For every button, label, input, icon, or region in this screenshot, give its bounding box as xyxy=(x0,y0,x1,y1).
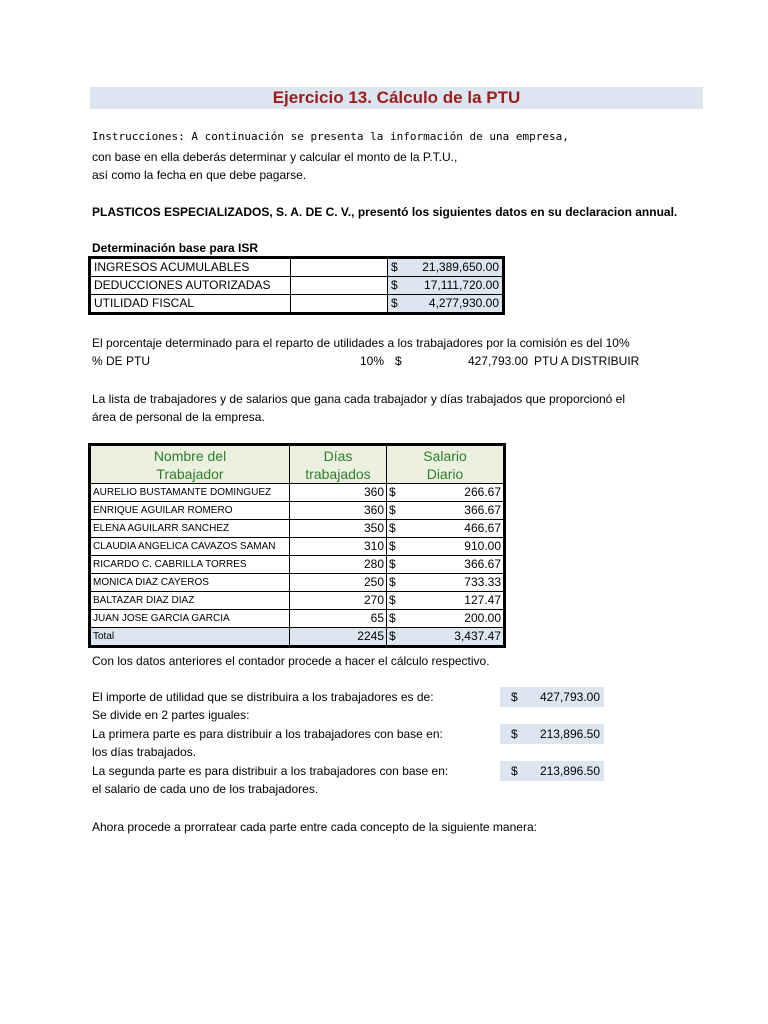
worker-currency: $ xyxy=(387,520,406,538)
isr-currency: $ xyxy=(388,259,407,277)
distribution-line-6: el salario de cada uno de los trabajadores. xyxy=(92,782,319,796)
ptu-label: % DE PTU xyxy=(92,354,151,368)
isr-label: INGRESOS ACUMULABLES xyxy=(91,259,291,277)
ptu-statement: El porcentaje determinado para el reparto de utilidades a los trabajadores por la comisión es del 10% xyxy=(92,336,630,350)
header-days-line-1: Días xyxy=(323,447,353,464)
workers-table xyxy=(90,445,504,646)
worker-salary: 366.67 xyxy=(405,502,504,520)
worker-currency: $ xyxy=(387,502,406,520)
amount-3-currency: $ xyxy=(511,764,518,778)
total-salary: 3,437.47 xyxy=(405,628,504,646)
worker-name: ELENA AGUILARR SANCHEZ xyxy=(91,520,290,538)
isr-label: DEDUCCIONES AUTORIZADAS xyxy=(91,277,291,295)
amount-2-currency: $ xyxy=(511,727,518,741)
worker-days: 280 xyxy=(290,556,387,574)
header-days xyxy=(290,446,387,484)
table-row xyxy=(91,538,504,556)
worker-name: ENRIQUE AGUILAR ROMERO xyxy=(91,502,290,520)
isr-currency: $ xyxy=(388,277,407,295)
worker-days: 350 xyxy=(290,520,387,538)
distribution-line-3: La primera parte es para distribuir a los trabajadores con base en: xyxy=(92,727,443,741)
table-row xyxy=(91,502,504,520)
header-days-line-2: trabajados xyxy=(305,465,371,482)
total-row xyxy=(91,628,504,646)
distribution-line-1: El importe de utilidad que se distribuira a los trabajadores es de: xyxy=(92,690,434,704)
worker-currency: $ xyxy=(387,574,406,592)
isr-empty-cell xyxy=(291,259,388,277)
ptu-percent: 10% xyxy=(360,354,385,368)
workers-intro-line-1: La lista de trabajadores y de salarios que gana cada trabajador y días trabajados que proporcionó el xyxy=(92,392,626,406)
total-days: 2245 xyxy=(290,628,387,646)
distribution-line-5: La segunda parte es para distribuir a los trabajadores con base en: xyxy=(92,764,449,778)
isr-table xyxy=(90,258,503,313)
isr-amount: 17,111,720.00 xyxy=(406,277,503,295)
workers-header-row xyxy=(91,446,504,484)
header-salary-line-1: Salario xyxy=(423,447,467,464)
worker-currency: $ xyxy=(387,556,406,574)
distribution-line-4: los días trabajados. xyxy=(92,745,197,759)
worker-days: 310 xyxy=(290,538,387,556)
instructions-line-3: así como la fecha en que debe pagarse. xyxy=(92,168,307,182)
table-row xyxy=(91,574,504,592)
isr-row xyxy=(91,295,503,313)
closing-text: Ahora procede a prorratear cada parte entre cada concepto de la siguiente manera: xyxy=(92,820,537,834)
header-salary-line-2: Diario xyxy=(426,465,464,482)
instructions-line-1: Instrucciones: A continuación se presenta la información de una empresa, xyxy=(92,130,569,143)
ptu-currency: $ xyxy=(395,354,402,368)
worker-currency: $ xyxy=(387,484,406,502)
worker-salary: 127.47 xyxy=(405,592,504,610)
page-title: Ejercicio 13. Cálculo de la PTU xyxy=(272,88,521,107)
table-row xyxy=(91,592,504,610)
worker-days: 360 xyxy=(290,502,387,520)
worker-salary: 200.00 xyxy=(405,610,504,628)
table-row xyxy=(91,556,504,574)
worker-name: MONICA DIAZ CAYEROS xyxy=(91,574,290,592)
worker-currency: $ xyxy=(387,610,406,628)
ptu-suffix: PTU A DISTRIBUIR xyxy=(534,354,640,368)
isr-amount: 21,389,650.00 xyxy=(406,259,503,277)
amount-3: 213,896.50 xyxy=(539,764,600,778)
worker-salary: 910.00 xyxy=(405,538,504,556)
table-row xyxy=(91,520,504,538)
amount-2: 213,896.50 xyxy=(539,727,600,741)
amount-1: 427,793.00 xyxy=(539,690,600,704)
header-name xyxy=(91,446,290,484)
worker-name: CLAUDIA ANGELICA CAVAZOS SAMAN xyxy=(91,538,290,556)
worker-name: BALTAZAR DIAZ DIAZ xyxy=(91,592,290,610)
ptu-amount: 427,793.00 xyxy=(467,354,528,368)
instructions-line-2: con base en ella deberás determinar y calcular el monto de la P.T.U., xyxy=(92,150,458,164)
distribution-line-2: Se divide en 2 partes iguales: xyxy=(92,708,250,722)
worker-name: RICARDO C. CABRILLA TORRES xyxy=(91,556,290,574)
worker-days: 270 xyxy=(290,592,387,610)
header-name-line-1: Nombre del xyxy=(153,447,227,464)
isr-currency: $ xyxy=(388,295,407,313)
isr-label: UTILIDAD FISCAL xyxy=(91,295,291,313)
isr-empty-cell xyxy=(291,277,388,295)
isr-heading: Determinación base para ISR xyxy=(92,241,259,255)
worker-salary: 366.67 xyxy=(405,556,504,574)
total-label: Total xyxy=(91,628,290,646)
worker-salary: 266.67 xyxy=(405,484,504,502)
calc-intro: Con los datos anteriores el contador procede a hacer el cálculo respectivo. xyxy=(92,654,490,668)
worker-days: 250 xyxy=(290,574,387,592)
isr-amount: 4,277,930.00 xyxy=(406,295,503,313)
worker-name: JUAN JOSE GARCIA GARCIA xyxy=(91,610,290,628)
header-name-line-2: Trabajador xyxy=(156,465,224,482)
worker-name: AURELIO BUSTAMANTE DOMINGUEZ xyxy=(91,484,290,502)
worker-days: 360 xyxy=(290,484,387,502)
worker-salary: 466.67 xyxy=(405,520,504,538)
workers-intro-line-2: área de personal de la empresa. xyxy=(92,410,265,424)
isr-empty-cell xyxy=(291,295,388,313)
worker-salary: 733.33 xyxy=(405,574,504,592)
isr-row xyxy=(91,277,503,295)
table-row xyxy=(91,484,504,502)
worker-currency: $ xyxy=(387,592,406,610)
company-statement: PLASTICOS ESPECIALIZADOS, S. A. DE C. V., presentó los siguientes datos en su declaracion annual. xyxy=(92,205,678,219)
header-salary xyxy=(387,446,504,484)
amount-1-currency: $ xyxy=(511,690,518,704)
isr-row xyxy=(91,259,503,277)
table-row xyxy=(91,610,504,628)
worker-days: 65 xyxy=(290,610,387,628)
total-currency: $ xyxy=(387,628,406,646)
worker-currency: $ xyxy=(387,538,406,556)
